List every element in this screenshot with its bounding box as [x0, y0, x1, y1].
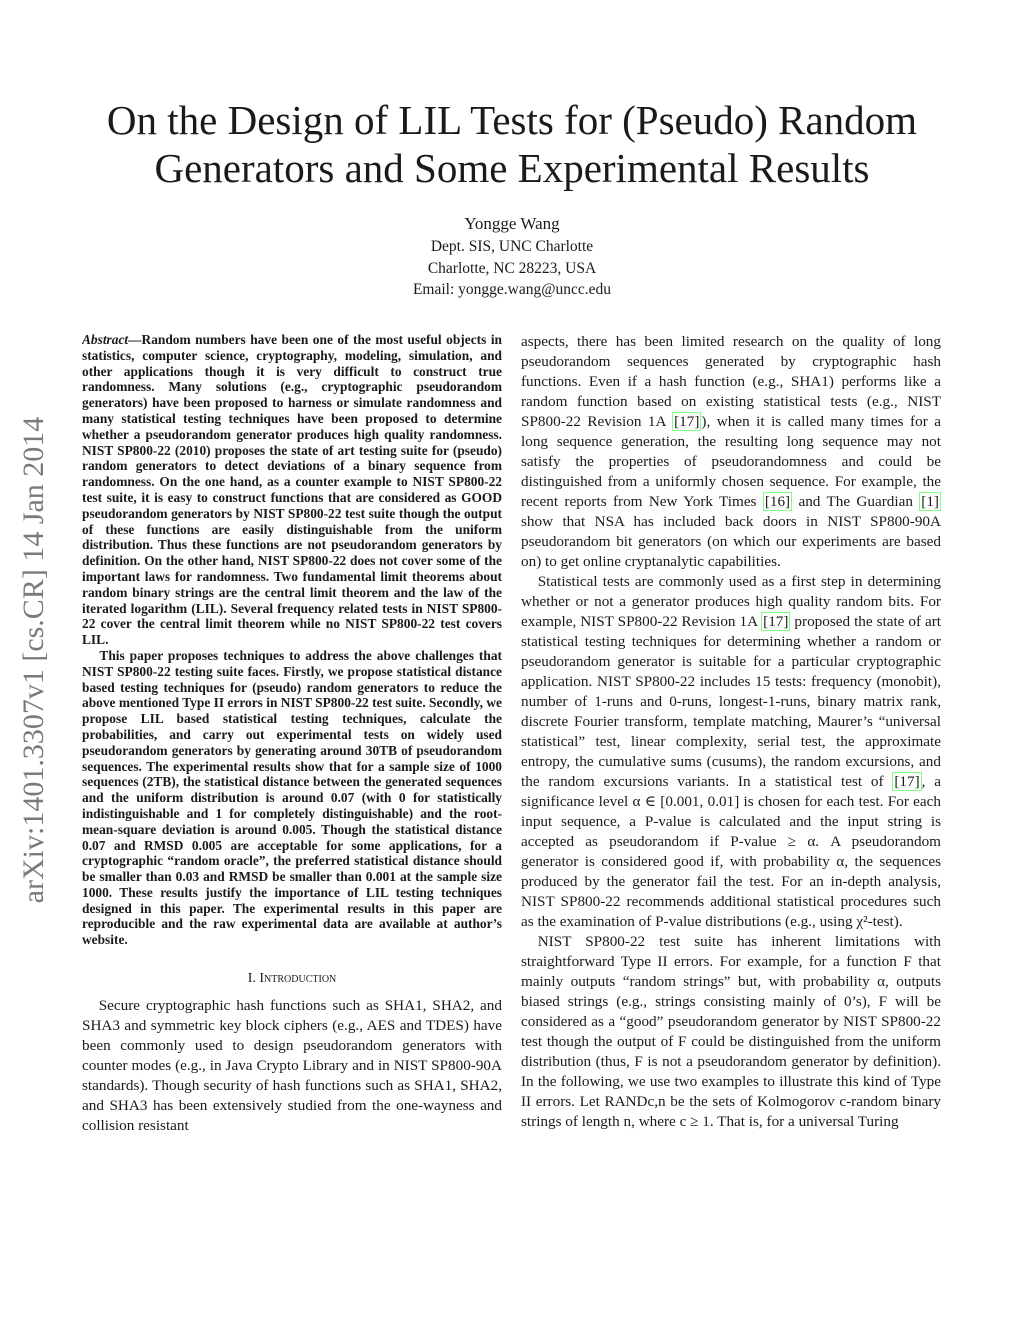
paper-title: On the Design of LIL Tests for (Pseudo) Random Generators and Some Experimental Results: [106, 97, 918, 191]
left-column: [82, 332, 502, 1322]
author-dept: Dept. SIS, UNC Charlotte: [430, 238, 594, 255]
citation-link-17[interactable]: [17]: [763, 613, 789, 630]
right-paragraph-3: NIST SP800-22 test suite has inherent limitations with straightforward Type II errors. For example, for a function F that mainly outputs “random strings” but, with probability α, outputs biased strings (e.g., strings consisting mainly of 0’s), F will be considered as a “good” pseudorandom generator by NIST SP800-22 test though the output of F could be distinguished from the uniform distribution (thus, F is not a pseudorandom generator by definition). In the following, we use two examples to illustrate this kind of Type II errors. Let RANDc,n be the sets of Kolmogorov c-random binary strings of length n, where c ≥ 1. That is, for a universal Turing: [521, 933, 941, 1130]
citation-link-16[interactable]: [16]: [764, 493, 791, 510]
section-heading-introduction: I. Introduction: [247, 971, 337, 987]
author-email: Email: yongge.wang@uncc.edu: [412, 281, 612, 298]
abstract-paragraph-1: Abstract—Random numbers have been one of the most useful objects in statistics, computer science, cryptography, modeling, simulation, and other applications though it is very difficult to construct true randomness. Many solutions (e.g., cryptographic pseudorandom generators) have been proposed to harness or simulate randomness and many statistical testing techniques have been proposed to determine whether a pseudorandom generator produces high quality randomness. NIST SP800-22 (2010) proposes the state of art testing suite for (pseudo) random generators to detect deviations of a binary sequence from randomness. On the one hand, as a counter example to NIST SP800-22 test suite, it is easy to construct functions that are considered as GOOD pseudorandom generators by NIST SP800-22 test suite though the output of these functions are easily distinguishable from the uniform distribution. Thus these functions are not pseudorandom generators by definition. On the other hand, NIST SP800-22 does not cover some of the important laws for randomness. Two fundamental limit theorems about random binary strings are the central limit theorem and the law of the iterated logarithm (LIL). Several frequency related tests in NIST SP800-22 cover the central limit theorem while no NIST SP800-22 test covers LIL.: [82, 332, 502, 648]
abstract-paragraph-2: This paper proposes techniques to address the above challenges that NIST SP800-22 testing suite faces. Firstly, we propose statistical distance based testing techniques for (pseudo) random generators to reduce the above mentioned Type II errors in NIST SP800-22 test suite. Secondly, we propose LIL based statistical testing techniques, calculate the probabilities, and carry out experimental tests on widely used pseudorandom generators by generating around 30TB of pseudorandom sequences. The experimental results show that for a sample size of 1000 sequences (2TB), the statistical distance between the generated sequences and the uniform distribution is around 0.07 (with 0 for statistically indistinguishable and 1 for completely distinguishable) and the root-mean-square deviation is around 0.005. Though the statistical distance 0.07 and RMSD 0.005 are acceptable for some applications, for a cryptographic “random oracle”, the preferred statistical distance should be smaller than 0.03 and RMSD be smaller than 0.001 at the sample size 1000. These results justify the importance of LIL testing techniques designed in this paper. The experimental results in this paper are reproducible and the raw experimental data are available at author’s website.: [82, 647, 502, 948]
citation-link-17[interactable]: [17]: [894, 773, 920, 790]
right-paragraph-1: aspects, there has been limited research on the quality of long pseudorandom sequences generated by cryptographic hash functions. Even if a hash function (e.g., SHA1) performs like a random function based on existing statistical tests (e.g., NIST SP800-22 Revision 1A [17] ), when it is called many times for a long sequence generation, the resulting long sequence may not satisfy the properties of pseudorandomness and could be distinguished from a uniformly chosen sequence. For example, the recent reports from New York Times [16] and The Guardian [1] show that NSA has included back doors in NIST SP800-90A pseudorandom bit generators (on which our experiments are based on) to get online cryptanalytic capabilities.: [521, 333, 941, 570]
right-paragraph-2: Statistical tests are commonly used as a first step in determining whether or not a generator produces high quality random bits. For example, NIST SP800-22 Revision 1A [17] proposed the state of art statistical testing techniques for determining whether a random or pseudorandom generator is suitable for a particular cryptographic application. NIST SP800-22 includes 15 tests: frequency (monobit), number of 1-runs and 0-runs, longest-1-runs, binary matrix rank, discrete Fourier transform, template matching, Maurer’s “universal statistical” test, linear complexity, serial test, the approximate entropy, the cumulative sums (cusums), the random excursions, and the random excursions variants. In a statistical test of [17] , a significance level α ∈ [0.001, 0.01] is chosen for each test. For each input sequence, a P-value is calculated and the input string is accepted as pseudorandom if P-value ≥ α. A pseudorandom generator is considered good if, with probability α, the sequences produced by the generator fail the test. For an in-depth analysis, NIST SP800-22 recommends additional statistical procedures such as the examination of P-value distributions (e.g., using χ²-test).: [521, 573, 941, 930]
intro-paragraph-1: Secure cryptographic hash functions such as SHA1, SHA2, and SHA3 and symmetric key block ciphers (e.g., AES and TDES) have been commonly used to design pseudorandom generators with counter modes (e.g., in Java Crypto Library and in NIST SP800-90A standards). Though security of hash functions such as SHA1, SHA2, and SHA3 has been extensively studied from the one-wayness and collision resistant: [82, 997, 502, 1135]
abstract: [82, 332, 502, 948]
citation-link-17[interactable]: [17]: [674, 413, 700, 430]
author-location: Charlotte, NC 28223, USA: [427, 259, 597, 277]
abstract-label: Abstract: [82, 332, 129, 347]
arxiv-stamp: arXiv:1401.3307v1 [cs.CR] 14 Jan 2014: [17, 416, 50, 904]
author-name: Yongge Wang: [464, 214, 560, 233]
citation-link-1[interactable]: [1]: [921, 493, 939, 510]
author-block: [262, 212, 762, 301]
right-column: [521, 332, 941, 1322]
